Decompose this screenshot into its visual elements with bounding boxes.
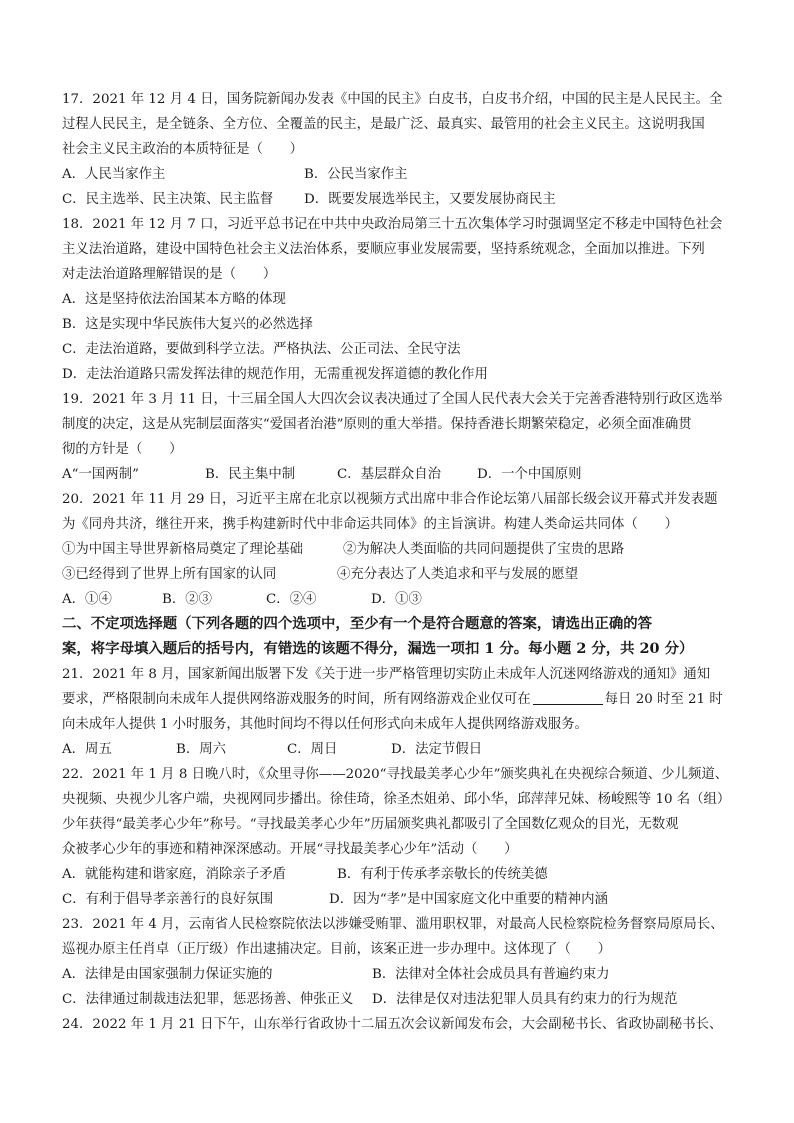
q19-option-c: C．基层群众自治 <box>337 467 441 482</box>
q23-option-b: B．法律对全体社会成员具有普遍约束力 <box>372 967 610 982</box>
q19-stem-line2: 制度的决定，这是从宪制层面落实“爱国者治港”原则的重大举措。保持香港长期繁荣稳定，必须全面准确贯 <box>62 417 692 432</box>
q18-option-b: B．这是实现中华民族伟大复兴的必然选择 <box>62 317 313 332</box>
q22-option-c: C．有利于倡导孝亲善行的良好氛围 <box>62 892 274 907</box>
q18-option-c: C．走法治道路，要做到科学立法。严格执法、公正司法、全民守法 <box>62 342 461 357</box>
q22-option-d: D．因为“孝”是中国家庭文化中重要的精神内涵 <box>329 892 608 907</box>
q21-line2-after: 每日 20 时至 21 时 <box>604 692 723 707</box>
q23-option-c: C．法律通过制裁违法犯罪，惩恶扬善、伸张正义 <box>62 992 354 1007</box>
q18-stem-line2: 主义法治道路，建设中国特色社会主义法治体系，要顺应事业发展需要，坚持系统观念，全面加以推进。下列 <box>62 242 705 257</box>
q19-option-a: A“一国两制” <box>62 467 139 482</box>
q21-option-b: B．周六 <box>176 742 227 757</box>
q17-stem-line2: 过程人民民主，是全链条、全方位、全覆盖的民主，是最广泛、最真实、最管用的社会主义民主。这说明我国 <box>62 117 705 132</box>
q23-option-a: A．法律是由国家强制力保证实施的 <box>62 967 273 982</box>
q18-stem-line3: 对走法治道路理解错误的是（ ） <box>62 267 277 282</box>
q23-stem-line2: 巡视办原主任肖卓（正厅级）作出逮捕决定。目前，该案正进一步办理中。这体现了（ ） <box>62 942 612 957</box>
q22-stem-line1: 22．2021 年 1 月 8 日晚八时，《众里寻你——2020“寻找最美孝心少年”颁奖典礼在央视综合频道、少儿频道、 <box>62 767 729 782</box>
q20-item-2: ②为解决人类面临的共同问题提供了宝贵的思路 <box>343 542 625 557</box>
q21-stem-line3: 向未成年人提供 1 小时服务，其他时间均不得以任何形式向未成年人提供网络游戏服务。 <box>62 717 588 732</box>
q22-option-a: A．就能构建和谐家庭，消除亲子矛盾 <box>62 867 286 882</box>
q20-option-d: D．①③ <box>371 592 422 607</box>
q22-stem-line3: 少年获得“最美孝心少年”称号。“寻找最美孝心少年”历届颁奖典礼都吸引了全国数亿观众的目光，无数观 <box>62 817 679 832</box>
q21-option-d: D．法定节假日 <box>391 742 483 757</box>
q17-stem-line3: 社会主义民主政治的本质特征是（ ） <box>62 142 304 157</box>
q23-stem-line1: 23．2021 年 4 月，云南省人民检察院依法以涉嫌受贿罪、滥用职权罪，对最高人民检察院检务督察局原局长、 <box>62 917 724 932</box>
q20-stem-line1: 20．2021 年 11 月 29 日，习近平主席在北京以视频方式出席中非合作论坛第八届部长级会议开幕式并发表题 <box>62 492 718 507</box>
q20-option-a: A．①④ <box>62 592 112 607</box>
q17-stem-line1: 17．2021 年 12 月 4 日，国务院新闻办发表《中国的民主》白皮书，白皮书介绍，中国的民主是人民民主。全 <box>62 92 723 107</box>
q19-stem-line1: 19．2021 年 3 月 11 日，十三届全国人大四次会议表决通过了全国人民代表大会关于完善香港特别行政区选举 <box>62 392 723 407</box>
q22-stem-line4: 众被孝心少年的事迹和精神深深感动。开展“寻找最美孝心少年”活动（ ） <box>62 842 518 857</box>
q20-stem-line2: 为《同舟共济，继往开来，携手构建新时代中非命运共同体》的主旨演讲。构建人类命运共同体（ ） <box>62 517 678 532</box>
q19-option-b: B．民主集中制 <box>205 467 296 482</box>
section2-heading-line1: 二、不定项选择题（下列各题的四个选项中，至少有一个是符合题意的答案，请选出正确的答 <box>62 615 653 632</box>
q17-option-b: B．公民当家作主 <box>304 167 408 182</box>
q19-option-d: D．一个中国原则 <box>477 467 582 482</box>
q20-item-4: ④充分表达了人类追求和平与发展的愿望 <box>337 567 579 582</box>
section2-heading-line2: 案，将字母填入题后的括号内，有错选的该题不得分，漏选一项扣 1 分。每小题 2 分，共 20 分） <box>62 640 694 657</box>
q17-option-a: A．人民当家作主 <box>62 167 166 182</box>
q23-option-d: D．法律是仅对违法犯罪人员具有约束力的行为规范 <box>372 992 678 1007</box>
q19-stem-line3: 彻的方针是（ ） <box>62 442 183 457</box>
q18-option-d: D．走法治道路只需发挥法律的规范作用，无需重视发挥道德的教化作用 <box>62 367 488 382</box>
q21-stem-line1: 21．2021 年 8 月，国家新闻出版署下发《关于进一步严格管理切实防止未成年人沉迷网络游戏的通知》通知 <box>62 667 711 682</box>
fill-in-blank <box>533 691 603 705</box>
q20-option-b: B．②③ <box>162 592 213 607</box>
q20-option-c: C．②④ <box>266 592 317 607</box>
q22-option-b: B．有利于传承孝亲敬长的传统美德 <box>337 867 548 882</box>
q24-stem-line1: 24．2022 年 1 月 21 日下午，山东举行省政协十二届五次会议新闻发布会，大会副秘书长、省政协副秘书长、 <box>62 1017 723 1032</box>
q22-stem-line2: 央视频、央视少儿客户端，央视网同步播出。徐佳琦，徐圣杰姐弟、邱小华，邱萍萍兄妹、杨峻熙等 10 名（组） <box>62 792 731 807</box>
q17-option-d: D．既要发展选举民主，又要发展协商民主 <box>304 192 556 207</box>
q21-stem-line2 <box>62 691 723 709</box>
q21-option-c: C．周日 <box>287 742 338 757</box>
q21-option-a: A．周五 <box>62 742 112 757</box>
q18-stem-line1: 18．2021 年 12 月 7 口，习近平总书记在中共中央政治局第三十五次集体学习时强调坚定不移走中国特色社会 <box>62 217 723 232</box>
q21-line2-before: 要求，严格限制向未成年人提供网络游戏服务的时间，所有网络游戏企业仅可在 <box>62 692 531 707</box>
q20-item-1: ①为中国主导世界新格局奠定了理论基础 <box>62 542 304 557</box>
q18-option-a: A．这是坚持依法治国某本方略的体现 <box>62 292 286 307</box>
q20-item-3: ③已经得到了世界上所有国家的认同 <box>62 567 277 582</box>
q17-option-c: C．民主选举、民主决策、民主监督 <box>62 192 274 207</box>
